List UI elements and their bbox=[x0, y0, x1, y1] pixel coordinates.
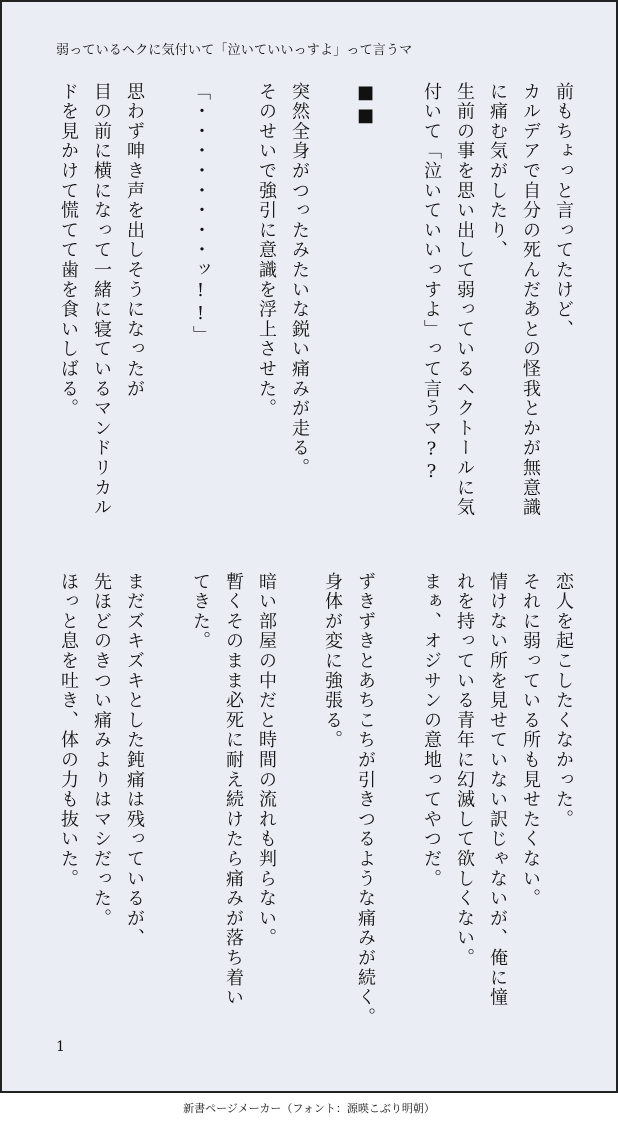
text-line: 付いて「泣いていいっすよ」って言うマ?? bbox=[421, 82, 442, 484]
blank-line bbox=[151, 82, 184, 552]
page-title: 弱っているヘクに気付いて「泣いていいっすよ」って言うマ bbox=[56, 43, 413, 58]
bottom-text-block bbox=[52, 572, 580, 1042]
text-line: 身体が変に強張る。 bbox=[322, 572, 343, 751]
text-line: 暗い部屋の中だと時間の流れも判らない。 bbox=[256, 572, 277, 949]
text-line: ずきずきとあちこちが引きつるような痛みが続く。 bbox=[355, 572, 376, 1028]
text-line: まだズキズキとした鈍痛は残っているが、 bbox=[124, 572, 145, 949]
text-line: ドを見かけて慌てて歯を食いしばる。 bbox=[58, 82, 79, 419]
text-line: に痛む気がしたり、 bbox=[487, 82, 508, 261]
blank-line bbox=[316, 82, 349, 552]
blank-line bbox=[382, 82, 415, 552]
page-number: 1 bbox=[56, 1039, 65, 1055]
text-line: 目の前に横になって一緒に寝ているマンドリカル bbox=[91, 82, 112, 518]
text-line: 突然全身がつったみたいな鋭い痛みが走る。 bbox=[289, 82, 310, 478]
text-line: そのせいで強引に意識を浮上させた。 bbox=[256, 82, 277, 419]
text-line: まぁ、オジサンの意地ってやつだ。 bbox=[421, 572, 442, 889]
text-line: ほっと息を吐き、体の力も抜いた。 bbox=[58, 572, 79, 889]
text-line: 思わず呻き声を出しそうになったが bbox=[124, 82, 145, 399]
text-line: 恋人を起こしたくなかった。 bbox=[553, 572, 574, 830]
top-text-block bbox=[52, 82, 580, 552]
footer-credit: 新書ページメーカー（フォント：源暎こぶり明朝） bbox=[183, 1102, 435, 1115]
blank-line bbox=[382, 572, 415, 1042]
blank-line bbox=[283, 572, 316, 1042]
text-line: 「・・・・・・・・ッ!!」 bbox=[190, 82, 211, 346]
blank-line bbox=[151, 572, 184, 1042]
text-line: 暫くそのまま必死に耐え続けたら痛みが落ち着い bbox=[223, 572, 244, 1008]
blank-line bbox=[217, 82, 250, 552]
section-mark: ■■ bbox=[355, 82, 376, 128]
text-line: 前もちょっと言ってたけど、 bbox=[553, 82, 574, 340]
text-line: それに弱っている所も見せたくない。 bbox=[520, 572, 541, 909]
text-line: 先ほどのきつい痛みよりはマシだった。 bbox=[91, 572, 112, 929]
text-line: れを持っている青年に幻滅して欲しくない。 bbox=[454, 572, 475, 968]
text-line: 情けない所を見せていない訳じゃないが、俺に憧 bbox=[487, 572, 508, 1008]
text-line: 生前の事を思い出して弱っているヘクトールに気 bbox=[454, 82, 475, 518]
text-line: カルデアで自分の死んだあとの怪我とかが無意識 bbox=[520, 82, 541, 518]
text-line: てきた。 bbox=[190, 572, 211, 652]
